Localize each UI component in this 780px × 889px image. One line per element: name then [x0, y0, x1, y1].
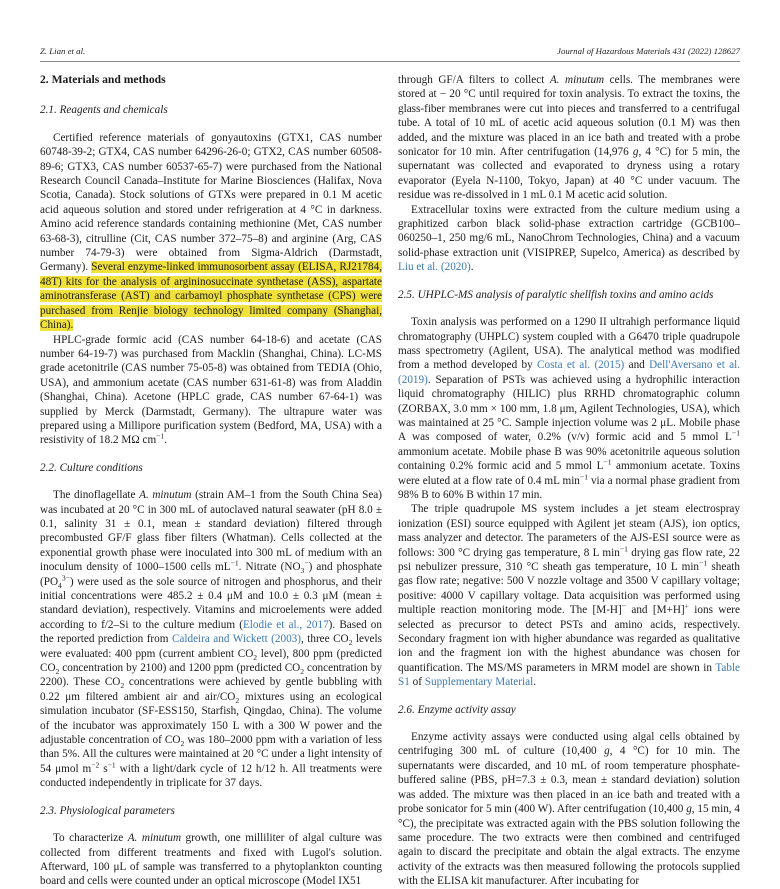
text-run: , 4 °C) for 10 min. The supernatants were discarded, and 10 mL of room temperature phosphate-buffered saline (PBS, pH=7.3 ± 0.3, mean ± standard deviation) solution was added. The mixture was then placed in an ice bath and treated with a probe sonicator for 5 min (400 W). After centrifugation (10,400 [398, 745, 740, 816]
running-header [40, 46, 740, 62]
running-header-author: Z. Lian et al. [40, 46, 86, 56]
subsection-heading: 2.5. UHPLC-MS analysis of paralytic shellfish toxins and amino acids [398, 288, 714, 301]
text-run: through GF/A filters to collect [398, 74, 550, 86]
right-column [398, 73, 740, 889]
citation-link[interactable]: Costa et al. (2015) [537, 359, 625, 372]
citation-link[interactable]: Supplementary Material [424, 676, 534, 689]
text-run: 2 [120, 681, 125, 691]
text-run: of [409, 676, 425, 689]
paragraph [40, 333, 382, 448]
text-run: sheath gas flow rate; negative: 500 V nozzle voltage and 3500 V capillary voltage; positive: 4000 V capillary voltage. Data acquisition was performed using multiple reaction monitoring mode. The [M-H] [398, 561, 740, 617]
citation-link[interactable]: Liu et al. (2020) [398, 261, 471, 274]
text-run: mixtures using an ecological simulation incubator (SF-ESS150, Starfish, Qingdao, China). The volume of the incubator was approximately 150 L with a 300 W power and the adjustable concentration of CO [40, 690, 382, 747]
section-heading: 2. Materials and methods [40, 73, 166, 86]
text-run: levels were evaluated: 400 ppm (current ambient CO [40, 633, 382, 660]
text-run: − [304, 558, 309, 568]
text-run: 2 [235, 696, 240, 706]
text-run: with a light/dark cycle of 12 h/12 h. All treatments were conducted independently in triplicate for 37 days. [40, 762, 383, 790]
text-run: − [621, 601, 627, 611]
text-run: 2 [180, 739, 185, 749]
text-run: ). Based on the reported prediction from [40, 618, 382, 646]
text-run: . [164, 434, 168, 447]
text-run: −1 [699, 558, 708, 568]
text-run: −1 [579, 471, 588, 481]
citation-link[interactable]: Dell'Aversano et al. (2019) [398, 359, 741, 386]
text-run: via a normal phase gradient from 98% B to 60% B within 17 min. [398, 474, 740, 501]
two-column-body [40, 73, 740, 889]
text-run: 3 [300, 566, 305, 576]
paragraph [398, 203, 740, 275]
text-run: −2 [91, 760, 100, 770]
paragraph [398, 315, 740, 502]
text-run: was 180–2000 ppm with a variation of less than 5%. All the cultures were maintained at 20 °C under a light intensity of 54 μmol m [40, 734, 382, 775]
running-header-journal: Journal of Hazardous Materials 431 (2022) 128627 [557, 46, 740, 56]
citation-link[interactable]: Table S1 [398, 661, 740, 689]
text-run: 2 [55, 667, 60, 677]
text-run: Toxin analysis was performed on a 1290 II ultrahigh performance liquid chromatography (UHPLC) system coupled with a G6470 triple quadrupole mass spectrometry (Agilent, USA). The analytical method was modified from a method developed by [398, 316, 740, 372]
text-run: The triple quadrupole MS system includes a jet steam electrospray ionization (ESI) source equipped with Agilent jet steam (AJS), ion optics, mass analyzer and detector. The parameters of the AJS-ESI source were as follows: 300 °C drying gas temperature, 8 L min [398, 503, 740, 559]
paragraph [398, 730, 740, 888]
text-run: . Nitrate (NO [238, 561, 301, 574]
text-run: HPLC-grade formic acid (CAS number 64-18-6) and acetate (CAS number 64-19-7) was purchased from Macklin (Shanghai, China). LC-MS grade acetonitrile (CAS number 75-05-8) was obtained from TEDIA (Ohio, USA), and ammonium acetate (CAS number 631-61-8) was from Aladdin (Shanghai, China). Acetone (HPLC grade, CAS number 67-64-1) was supplied by Merck (Darmstadt, Germany). The ultrapure water was prepared using a Millipore purification system (Bedford, MA, USA) with a resistivity of 18.2 MΩ cm [40, 333, 382, 447]
subsection-heading: 2.2. Culture conditions [40, 461, 143, 474]
paragraph [398, 73, 740, 203]
text-run: 2 [348, 638, 353, 648]
paragraph [398, 502, 740, 689]
text-run: growth, one milliliter of algal culture was collected from different treatments and fixed with Lugol's solution. Afterward, 100 μL of sample was transferred to a phytoplankton counting board and cells were counted under an optical microscope (Model IX51 [40, 832, 382, 888]
text-run: To characterize [53, 832, 128, 845]
text-run: drying gas flow rate, 22 psi nebulizer pressure, 310 °C sheath gas temperature, 10 L min [398, 546, 740, 573]
text-run: . [533, 676, 536, 689]
text-run: A. minutum [139, 489, 192, 502]
text-run: A. minutum [127, 832, 182, 845]
text-run: ions were selected as precursor to detect PSTs and amino acids, respectively. Secondary fragment ion with higher abundance was regarded as qualitative ion and the fragment ion with the highest abundance was chosen for quantification. The MS/MS parameters in MRM model are shown in [398, 604, 740, 674]
highlighted-text: Several enzyme-linked immunosorbent assay (ELISA, RJ21784, 48T) kits for the analysis of argininosuccinate synthetase (ASS), aspartate aminotransferase (AST) and carbamoyl phosphate synthetase (CPS) were purchased from Renjie biology technology limited company (Shanghai, China). [40, 261, 382, 332]
citation-link[interactable]: Elodie et al., 2017 [242, 618, 329, 631]
text-run: ) and phosphate (PO [40, 561, 382, 588]
text-run: g [632, 146, 639, 159]
text-run: cells. The membranes were stored at − 20 °C until required for toxin analysis. To extract the toxins, the glass-fiber membranes were cut into pieces and transferred to a centrifugal tube. A total of 10 mL of acetic acid aqueous solution (0.1 M) was then added, and the mixture was placed in an ice bath and treated with a probe sonicator for 10 min. After centrifugation (14,976 [398, 74, 740, 159]
text-run: Enzyme activity assays were conducted using algal cells obtained by centrifuging 300 mL of culture (10,400 [398, 731, 740, 758]
text-run: ) were used as the sole source of nitrogen and phosphorus, and their initial concentrations were 485.2 ± 0.4 μM and 10.0 ± 0.3 μM (mean ± standard deviation), respectively. Vitamins and microelements were added according to f/2–Si to the culture medium ( [40, 575, 382, 631]
text-run: ammonium acetate. Toxins were eluted at a flow rate of 0.4 mL min [398, 460, 740, 487]
text-run: and [624, 359, 650, 372]
text-run: −1 [731, 428, 740, 438]
text-run: −1 [619, 543, 628, 553]
text-run: and [M+H] [626, 604, 685, 617]
text-run: ammonium acetate. Mobile phase B was 90% acetonitrile aqueous solution containing 0.2% formic acid and 5 mmol L [398, 445, 740, 473]
paragraph [40, 131, 382, 333]
subsection-heading: 2.6. Enzyme activity assay [398, 703, 516, 716]
text-run: 3− [61, 572, 70, 582]
paragraph [40, 488, 382, 791]
subsection-heading: 2.3. Physiological parameters [40, 804, 175, 817]
text-run: The dinoflagellate [53, 489, 140, 502]
text-run: , 15 min, 4 °C), the precipitate was extracted again with the PBS solution following the same procedure. The two extracts were then combined and centrifuged again to discard the precipitate and obtain the algal extracts. The enzyme activity of the extracts was then measured following the protocols supplied with the ELISA kit manufacturer. After incubating for [398, 803, 740, 888]
text-run: s [99, 762, 108, 775]
text-run: concentration by 2100) and 1200 ppm (predicted CO [59, 662, 301, 675]
text-run: −1 [107, 760, 116, 770]
text-run: −1 [230, 558, 239, 568]
text-run: g [604, 745, 610, 758]
text-run: −1 [603, 457, 612, 467]
text-run: concentration by 2200). These CO [40, 662, 382, 689]
text-run: Extracellular toxins were extracted from the culture medium using a graphitized carbon black solid-phase extraction cartridge (GCB100–060250–1, 250 mg/6 mL, NanoChrom Technologies, China) and a vacuum solid-phase extraction unit (VISIPREP, Supelco, America) as described by [398, 203, 740, 259]
text-run: , 4 °C) for 5 min, the supernatant was collected and evaporated to dryness using a rotary evaporator (Eyela N-1100, Tokyo, Japan) at 40 °C under vacuum. The residue was re-dissolved in 1 mL 0.1 M acetic acid solution. [398, 146, 740, 202]
text-run: . Separation of PSTs was achieved using a hydrophilic interaction liquid chromatography (HILIC) plus RRHD chromatographic column (ZORBAX, 3.0 mm × 100 mm, 1.8 μm, Agilent Technologies, USA), which was maintained at 25 °C. Sample injection volume was 2 μL. Mobile phase A was composed of water, 0.2% (v/v) formic acid and 5 mmol L [398, 373, 740, 444]
text-run: concentrations were achieved by gentle bubbling with 0.22 μm filtered ambient air and air/CO [40, 676, 382, 703]
subsection-heading: 2.1. Reagents and chemicals [40, 104, 168, 117]
paragraph [40, 831, 382, 889]
text-run: (strain AM–1 from the South China Sea) was incubated at 20 °C in 300 mL of autoclaved natural seawater (pH 8.0 ± 0.1, salinity 31 ± 0.1, mean ± standard deviation) filtered through precombusted GF/F glass fiber filters (Whatman). Cells collected at the exponential growth phase were inoculated into 300 mL of medium with an inoculum density of 1000–1500 cells mL [40, 489, 382, 574]
text-run: . [470, 261, 474, 274]
text-run: Certified reference materials of gonyautoxins (GTX1, CAS number 60748-39-2; GTX4, CAS number 64296-26-0; GTX2, CAS number 60508-89-6; GTX3, CAS number 60537-65-7) were purchased from the National Research Council Canada–Institute for Marine Biosciences (Halifax, Nova Scotia, Canada). Stock solutions of GTXs were prepared in 0.1 M acetic acid aqueous solution and stored under refrigeration at 4 °C in darkness. Amino acid reference standards containing methionine (Met, CAS number 63-68-3), citrulline (Cit, CAS number 372–75–8) and arginine (Arg, CAS number 74-79-3) were obtained from Sigma-Aldrich (Darmstadt, Germany). [40, 131, 382, 274]
text-run: 2 [300, 667, 305, 677]
text-run: , three CO [300, 633, 349, 646]
text-run: A. minutum [549, 74, 605, 86]
text-run: 4 [58, 580, 62, 590]
citation-link[interactable]: Caldeira and Wickett (2003) [171, 633, 301, 646]
text-run: level), 800 ppm (predicted CO [40, 647, 382, 675]
text-run: + [684, 601, 689, 611]
text-run: 2 [253, 652, 258, 662]
text-run: −1 [156, 431, 165, 441]
text-run: g [686, 803, 692, 816]
left-column [40, 73, 382, 889]
